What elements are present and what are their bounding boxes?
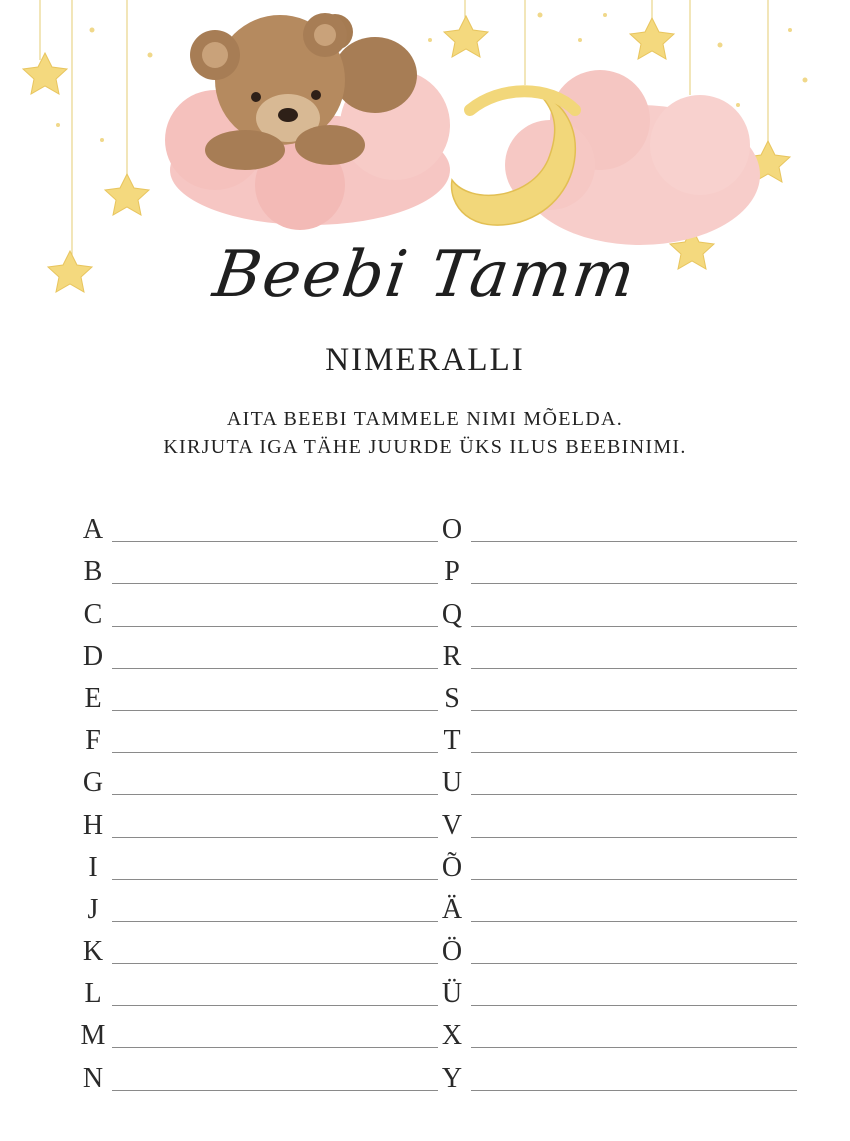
letter-row [437, 803, 797, 845]
letter-label: Õ [441, 851, 463, 883]
letter-label: H [82, 809, 104, 841]
letter-row [437, 677, 797, 719]
letter-label: Ä [441, 893, 463, 925]
letter-label: F [85, 725, 101, 757]
letter-label: P [444, 556, 460, 588]
letter-row [437, 719, 797, 761]
page-subtitle: NIMERALLI [325, 342, 525, 378]
name-write-line[interactable] [471, 625, 797, 627]
star-icon [23, 53, 67, 94]
name-write-line[interactable] [471, 793, 797, 795]
star-icon [630, 18, 674, 59]
name-write-line[interactable] [112, 540, 438, 542]
page-title: Beebi Tamm [208, 238, 642, 312]
name-write-line[interactable] [112, 962, 438, 964]
name-write-line[interactable] [471, 540, 797, 542]
letter-label: Y [441, 1062, 463, 1094]
letter-row [437, 1014, 797, 1056]
letter-row [78, 761, 438, 803]
name-write-line[interactable] [471, 582, 797, 584]
name-write-line[interactable] [471, 667, 797, 669]
letter-label: X [441, 1020, 463, 1052]
instructions [0, 405, 850, 461]
letter-row [78, 508, 438, 550]
letter-row [437, 972, 797, 1014]
letter-row [78, 592, 438, 634]
name-write-line[interactable] [112, 1004, 438, 1006]
letter-label: V [441, 809, 463, 841]
letter-label: B [83, 556, 103, 588]
letter-row [437, 846, 797, 888]
name-write-line[interactable] [471, 709, 797, 711]
name-write-line[interactable] [471, 836, 797, 838]
name-write-line[interactable] [112, 625, 438, 627]
name-write-line[interactable] [112, 582, 438, 584]
letter-label: C [83, 598, 103, 630]
letter-row [78, 550, 438, 592]
name-write-line[interactable] [471, 1004, 797, 1006]
name-write-line[interactable] [112, 1089, 438, 1091]
name-write-line[interactable] [112, 920, 438, 922]
letter-row [437, 550, 797, 592]
letter-label: L [84, 978, 102, 1010]
letter-row [78, 1056, 438, 1098]
letter-label: U [441, 767, 463, 799]
letter-label: Ü [441, 978, 463, 1010]
letter-label: S [444, 682, 460, 714]
name-write-line[interactable] [471, 878, 797, 880]
name-write-line[interactable] [112, 793, 438, 795]
letter-label: I [88, 851, 98, 883]
letter-row [437, 635, 797, 677]
letter-label: T [443, 725, 461, 757]
instruction-line: AITA BEEBI TAMMELE NIMI MÕELDA. [226, 408, 624, 430]
letter-label: E [84, 682, 102, 714]
letter-label: J [87, 893, 99, 925]
name-write-line[interactable] [112, 751, 438, 753]
letters-column-right [437, 508, 797, 1099]
name-write-line[interactable] [112, 878, 438, 880]
letter-row [437, 930, 797, 972]
star-icon [444, 16, 488, 57]
letter-row [437, 888, 797, 930]
name-write-line[interactable] [471, 920, 797, 922]
letter-row [437, 508, 797, 550]
letter-label: M [80, 1020, 106, 1052]
letter-label: O [441, 514, 463, 546]
star-icon [105, 174, 149, 215]
name-write-line[interactable] [471, 962, 797, 964]
letter-row [437, 592, 797, 634]
letter-row [78, 677, 438, 719]
letter-label: Ö [441, 936, 463, 968]
letter-row [78, 635, 438, 677]
name-write-line[interactable] [471, 1089, 797, 1091]
letter-row [78, 1014, 438, 1056]
letter-label: R [442, 640, 462, 672]
letter-row [78, 719, 438, 761]
name-write-line[interactable] [471, 1046, 797, 1048]
name-write-line[interactable] [471, 751, 797, 753]
name-write-line[interactable] [112, 667, 438, 669]
name-write-line[interactable] [112, 709, 438, 711]
letter-row [437, 761, 797, 803]
letter-row [78, 803, 438, 845]
letter-label: K [82, 936, 104, 968]
letter-label: N [82, 1062, 104, 1094]
letter-label: A [82, 514, 104, 546]
letter-label: Q [441, 598, 463, 630]
letter-row [78, 930, 438, 972]
instruction-line: KIRJUTA IGA TÄHE JUURDE ÜKS ILUS BEEBINIMI. [163, 436, 687, 458]
letter-row [437, 1056, 797, 1098]
name-write-line[interactable] [112, 836, 438, 838]
name-write-line[interactable] [112, 1046, 438, 1048]
letter-row [78, 846, 438, 888]
letter-row [78, 972, 438, 1014]
letter-label: D [82, 640, 104, 672]
letter-row [78, 888, 438, 930]
letters-column-left [78, 508, 438, 1099]
letter-label: G [82, 767, 104, 799]
